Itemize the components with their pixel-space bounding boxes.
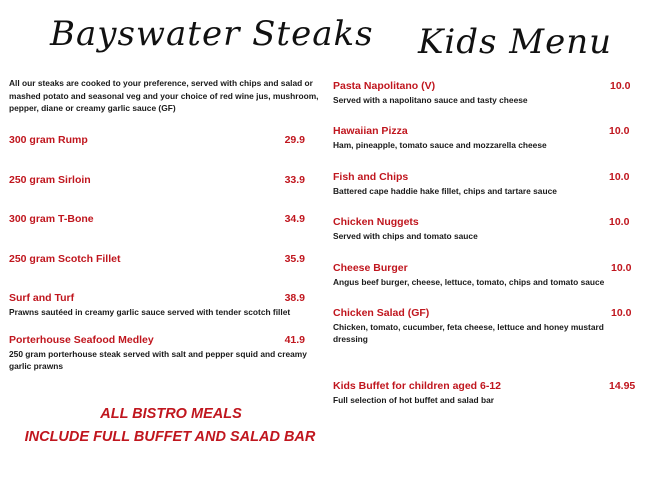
item-name: Porterhouse Seafood Medley [9,334,154,346]
item-name: Cheese Burger [333,262,408,274]
item-price: 33.9 [284,174,305,186]
item-price: 10.0 [609,125,630,137]
item-description: Prawns sautéed in creamy garlic sauce served with tender scotch fillet [9,307,291,317]
item-description: Chicken, tomato, cucumber, feta cheese, lettuce and honey mustard dressing [333,322,604,344]
item-name: 250 gram Sirloin [9,174,91,186]
item-price: 29.9 [284,134,305,146]
item-description: Angus beef burger, cheese, lettuce, tomato, chips and tomato sauce [333,277,605,287]
bistro-footer-line2: INCLUDE FULL BUFFET AND SALAD BAR [24,429,316,445]
item-name: Hawaiian Pizza [333,125,408,137]
item-price: 14.95 [609,380,636,392]
item-name: 300 gram T-Bone [9,213,94,225]
item-name: 300 gram Rump [9,134,88,146]
item-description: 250 gram porterhouse steak served with salt and pepper squid and creamy garlic prawns [9,349,307,371]
kids-menu-title: Kids Menu [418,22,613,62]
item-name: Pasta Napolitano (V) [333,80,436,92]
item-price: 10.0 [609,216,630,228]
item-description: Served with a napolitano sauce and tasty cheese [333,95,528,105]
item-price: 38.9 [284,292,305,304]
item-name: Chicken Salad (GF) [333,307,430,319]
steaks-intro: All our steaks are cooked to your preference, served with chips and salad or mashed potato and seasonal veg and your choice of red wine jus, mushroom, pepper, diane or creamy garlic sauce (GF) [9,78,319,114]
item-price: 41.9 [284,334,305,346]
bistro-footer-line1: ALL BISTRO MEALS [100,406,242,422]
item-description: Battered cape haddie hake fillet, chips and tartare sauce [333,186,557,196]
item-description: Full selection of hot buffet and salad bar [333,395,494,405]
item-price: 34.9 [284,213,305,225]
steaks-menu-title: Bayswater Steaks [50,14,374,54]
item-price: 10.0 [610,80,631,92]
item-name: Fish and Chips [333,171,409,183]
item-price: 10.0 [609,171,630,183]
item-price: 10.0 [611,307,632,319]
item-name: Surf and Turf [9,292,75,304]
item-price: 10.0 [611,262,632,274]
item-description: Ham, pineapple, tomato sauce and mozzarella cheese [333,140,547,150]
item-description: Served with chips and tomato sauce [333,231,478,241]
item-price: 35.9 [284,253,305,265]
item-name: Kids Buffet for children aged 6-12 [333,380,502,392]
item-name: Chicken Nuggets [333,216,419,228]
item-name: 250 gram Scotch Fillet [9,253,121,265]
